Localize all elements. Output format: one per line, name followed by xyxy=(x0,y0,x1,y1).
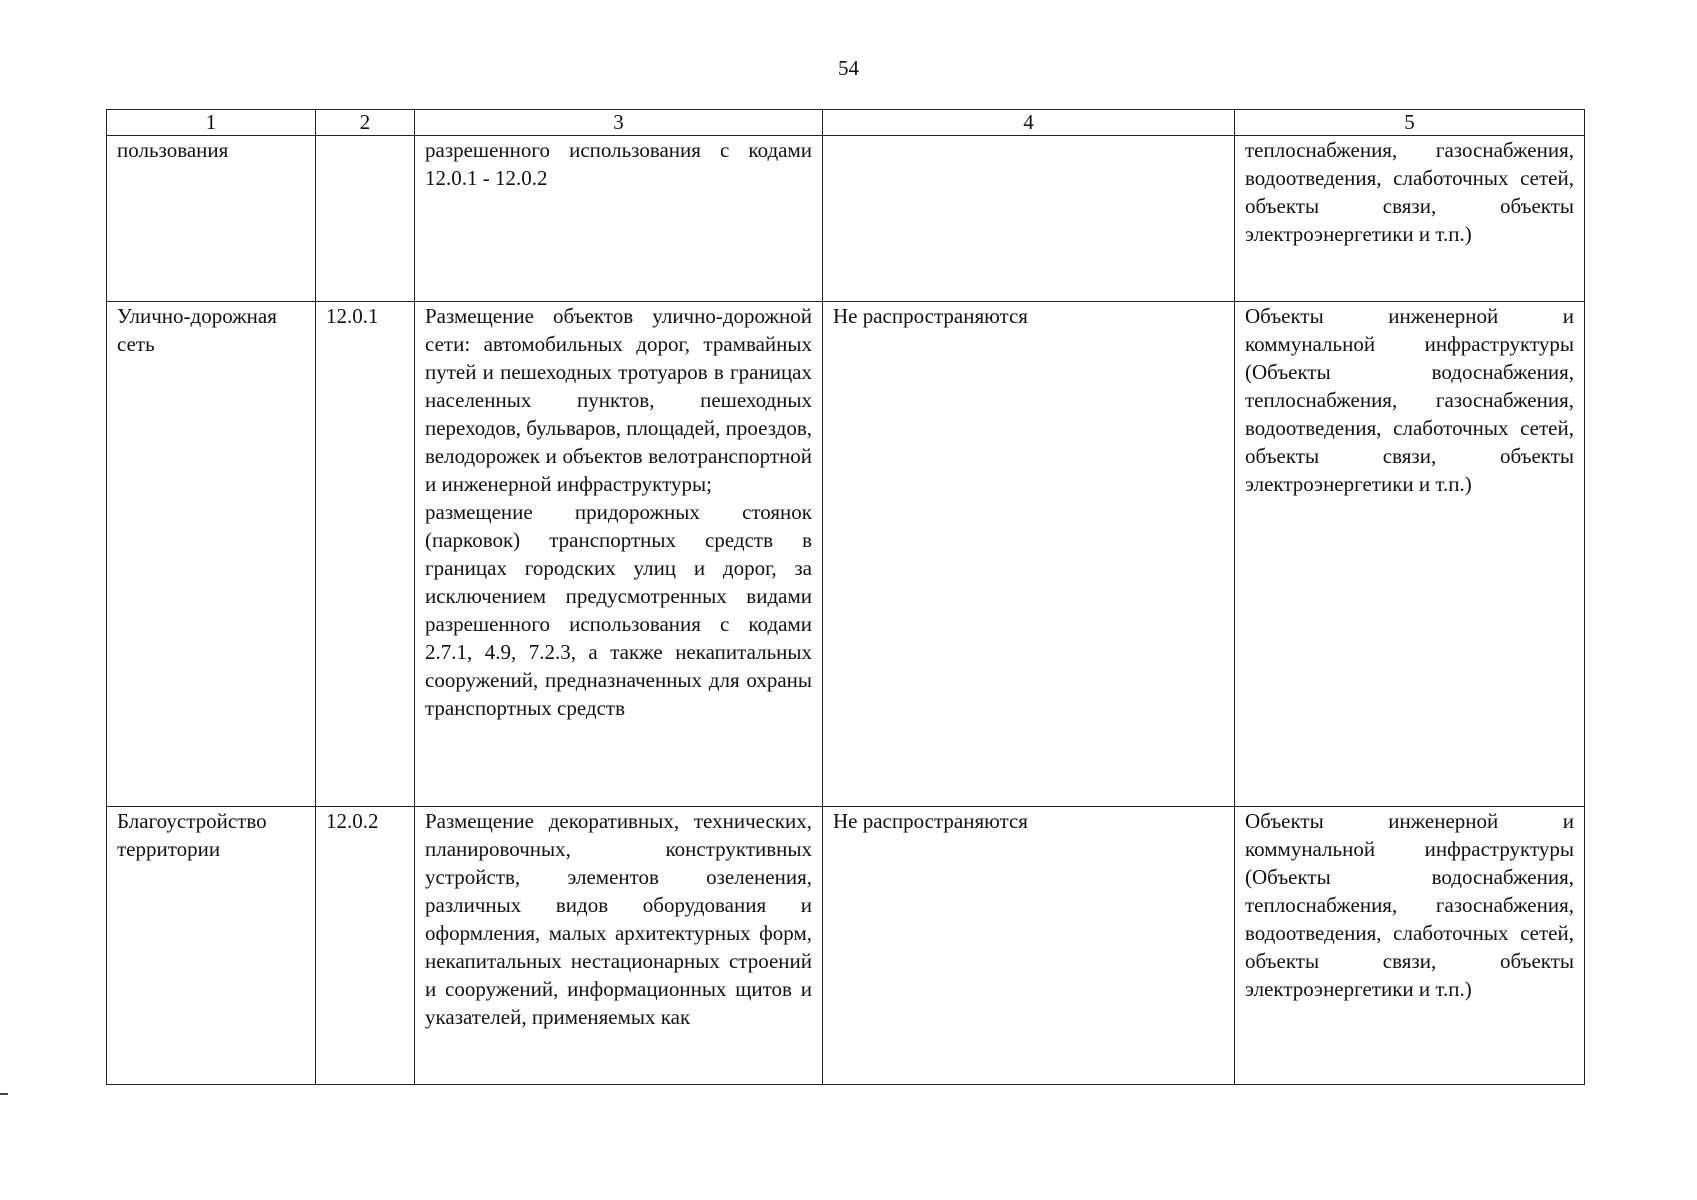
use-description-cell xyxy=(415,302,823,807)
column-header-4: 4 xyxy=(823,110,1235,136)
limits-cell xyxy=(823,136,1235,302)
column-header-1: 1 xyxy=(107,110,316,136)
use-name-cell: пользования xyxy=(107,136,316,302)
use-description-cell: разрешенного использования с кодами 12.0.1 - 12.0.2 xyxy=(415,136,823,302)
auxiliary-use-cell: Объекты инженерной и коммунальной инфраструктуры (Объекты водоснабжения, теплоснабжения, газоснабжения, водоотведения, слаботочных сетей, объекты связи, объекты электроэнергетики и т.п.) xyxy=(1235,807,1585,1085)
use-description-cell: Размещение декоративных, технических, планировочных, конструктивных устройств, элементов озеленения, различных видов оборудования и оформления, малых архитектурных форм, некапитальных нестационарных строений и сооружений, информационных щитов и указателей, применяемых как xyxy=(415,807,823,1085)
table-header-row xyxy=(107,110,1585,136)
scan-margin-mark xyxy=(0,1093,8,1095)
use-description-paragraph: размещение придорожных стоянок (парковок) транспортных средств в границах городских улиц и дорог, за исключением предусмотренных видами разрешенного использования с кодами 2.7.1, 4.9, 7.2.3, а также некапитальных сооружений, предназначенных для охраны транспортных средств xyxy=(425,500,812,720)
use-description-paragraph: Размещение объектов улично-дорожной сети: автомобильных дорог, трамвайных путей и пешеходных тротуаров в границах населенных пунктов, пешеходных переходов, бульваров, площадей, проездов, велодорожек и объектов велотранспортной и инженерной инфраструктуры; xyxy=(425,304,812,496)
use-code-cell xyxy=(316,136,415,302)
limits-cell: Не распространяются xyxy=(823,807,1235,1085)
auxiliary-use-cell: теплоснабжения, газоснабжения, водоотведения, слаботочных сетей, объекты связи, объекты электроэнергетики и т.п.) xyxy=(1235,136,1585,302)
use-name-cell: Улично-дорожная сеть xyxy=(107,302,316,807)
table-row xyxy=(107,136,1585,302)
column-header-5: 5 xyxy=(1235,110,1585,136)
use-name-cell: Благоустройство территории xyxy=(107,807,316,1085)
page-number: 54 xyxy=(838,56,859,80)
limits-cell: Не распространяются xyxy=(823,302,1235,807)
column-header-2: 2 xyxy=(316,110,415,136)
use-code-cell: 12.0.1 xyxy=(316,302,415,807)
land-use-table xyxy=(106,109,1585,1085)
table-row xyxy=(107,302,1585,807)
use-code-cell: 12.0.2 xyxy=(316,807,415,1085)
auxiliary-use-cell: Объекты инженерной и коммунальной инфраструктуры (Объекты водоснабжения, теплоснабжения, газоснабжения, водоотведения, слаботочных сетей, объекты связи, объекты электроэнергетики и т.п.) xyxy=(1235,302,1585,807)
table-row xyxy=(107,807,1585,1085)
column-header-3: 3 xyxy=(415,110,823,136)
